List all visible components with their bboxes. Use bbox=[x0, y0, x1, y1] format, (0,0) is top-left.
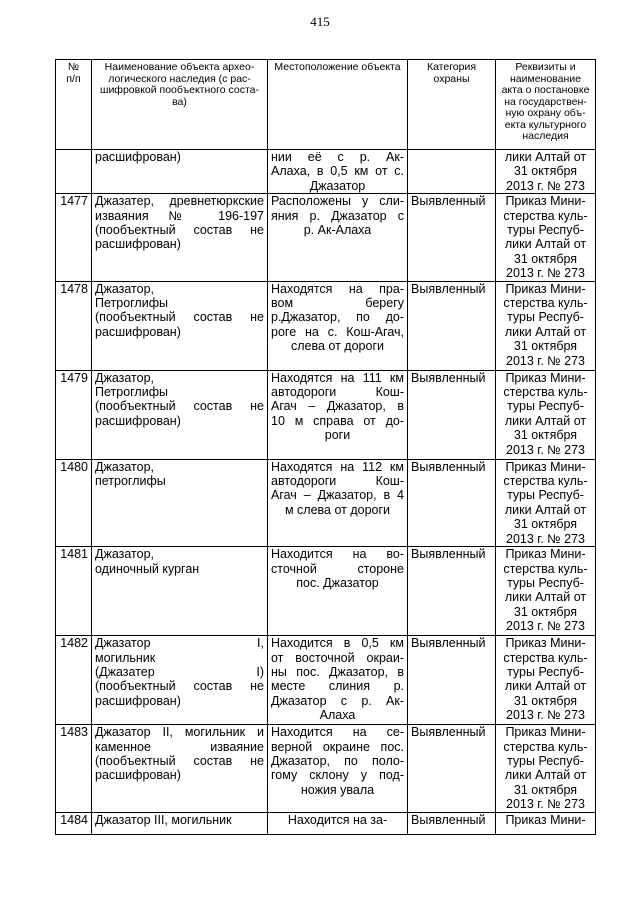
cell-line: Агач – Джазатор, в bbox=[271, 399, 404, 414]
cell-line: лики Алтай от bbox=[504, 150, 587, 164]
header-line: Категория bbox=[426, 61, 477, 73]
header-line: п/п bbox=[66, 72, 81, 85]
cell-line: одиночный курган bbox=[95, 561, 200, 576]
cell-name bbox=[92, 547, 268, 636]
cell-line: 31 октября bbox=[513, 782, 578, 797]
cell-line: стерства куль- bbox=[503, 296, 588, 311]
cell-line: Джазатор, bbox=[95, 370, 155, 385]
header-line: Реквизиты и bbox=[515, 61, 576, 73]
cell-category: Выявленный bbox=[408, 370, 496, 459]
cell-line: каменное изваяние bbox=[95, 739, 264, 754]
cell-name bbox=[92, 150, 268, 194]
cell-line: 2013 г. № 273 bbox=[506, 797, 585, 812]
table-row bbox=[56, 370, 596, 459]
cell-line: пос. Джазатор bbox=[296, 575, 379, 590]
cell-line: туры Респуб- bbox=[507, 753, 584, 768]
table-body bbox=[56, 150, 596, 835]
cell-line: лики Алтай от bbox=[504, 237, 587, 252]
cell-line: расшифрован) bbox=[95, 324, 181, 339]
cell-requisites bbox=[496, 370, 596, 459]
cell-category: Выявленный bbox=[408, 812, 496, 834]
cell-location bbox=[268, 459, 408, 546]
cell-line: (пообъектный состав не bbox=[95, 399, 264, 414]
cell-line: 2013 г. № 273 bbox=[506, 178, 585, 193]
table-row bbox=[56, 636, 596, 725]
cell-line: 31 октября bbox=[513, 604, 578, 619]
cell-line: Джазатор III, могильник bbox=[95, 812, 232, 827]
cell-line: Приказ Мини- bbox=[505, 812, 586, 827]
cell-name bbox=[92, 812, 268, 834]
cell-line: петроглифы bbox=[95, 474, 166, 489]
cell-line: Джазатор, по поло- bbox=[271, 753, 404, 768]
header-name bbox=[92, 60, 268, 150]
cell-line: Приказ Мини- bbox=[505, 281, 586, 296]
cell-line: автодороги Кош- bbox=[271, 474, 404, 489]
cell-line: (пообъектный состав не bbox=[95, 310, 264, 325]
cell-line: 31 октября bbox=[513, 693, 578, 708]
cell-name bbox=[92, 370, 268, 459]
heritage-register-table bbox=[55, 59, 596, 835]
cell-line: лики Алтай от bbox=[504, 324, 587, 339]
cell-line: Джазатор с р. Ак- bbox=[271, 693, 404, 708]
cell-location bbox=[268, 281, 408, 370]
header-location bbox=[268, 60, 408, 150]
cell-line: Приказ Мини- bbox=[505, 459, 586, 474]
cell-line: вом берегу bbox=[271, 296, 404, 311]
table-header-row bbox=[56, 60, 596, 150]
cell-line: стерства куль- bbox=[503, 739, 588, 754]
cell-line: Приказ Мини- bbox=[505, 370, 586, 385]
header-line: логического наследия (с рас- bbox=[108, 72, 251, 85]
cell-requisites bbox=[496, 812, 596, 834]
cell-category: Выявленный bbox=[408, 281, 496, 370]
cell-line: нии её с р. Ак- bbox=[271, 150, 404, 164]
cell-num: 1480 bbox=[56, 459, 92, 546]
header-line: наследия bbox=[522, 130, 569, 142]
cell-line: расшифрован) bbox=[95, 693, 181, 708]
cell-line: 31 октября bbox=[513, 164, 578, 179]
cell-location bbox=[268, 370, 408, 459]
header-line: № bbox=[67, 61, 80, 73]
cell-line: Агач – Джазатор, в 4 bbox=[271, 488, 404, 503]
header-line: на государствен- bbox=[504, 95, 587, 108]
cell-line: Приказ Мини- bbox=[505, 636, 586, 651]
cell-line: расшифрован) bbox=[95, 413, 181, 428]
header-line bbox=[271, 74, 404, 86]
cell-category: Выявленный bbox=[408, 636, 496, 725]
cell-line: Приказ Мини- bbox=[505, 194, 586, 209]
cell-line: от восточной окраи- bbox=[271, 650, 404, 665]
cell-line: 2013 г. № 273 bbox=[506, 266, 585, 281]
table-row bbox=[56, 150, 596, 194]
cell-line: роге на с. Кош-Агач, bbox=[271, 324, 404, 339]
header-requisites bbox=[496, 60, 596, 150]
cell-line: Джазатор, bbox=[95, 547, 155, 562]
cell-location bbox=[268, 194, 408, 281]
table-row bbox=[56, 194, 596, 281]
cell-requisites bbox=[496, 194, 596, 281]
cell-requisites bbox=[496, 547, 596, 636]
header-line: охраны bbox=[433, 72, 470, 85]
table-row bbox=[56, 547, 596, 636]
header-line: ва) bbox=[172, 95, 187, 108]
cell-line: Приказ Мини- bbox=[505, 725, 586, 740]
header-line: Наименование объекта архео- bbox=[104, 61, 255, 73]
cell-line: ножия увала bbox=[300, 782, 375, 797]
cell-line: туры Респуб- bbox=[507, 399, 584, 414]
page-number: 415 bbox=[310, 14, 330, 29]
cell-line: Находятся на 111 км bbox=[271, 370, 404, 385]
header-line: шифровкой пообъектного соста- bbox=[100, 84, 259, 96]
cell-line: (пообъектный состав не bbox=[95, 753, 264, 768]
cell-line: м слева от дороги bbox=[284, 502, 391, 517]
cell-line: Джазатор I, bbox=[95, 636, 264, 651]
cell-line: (пообъектный состав не bbox=[95, 679, 264, 694]
cell-line: стерства куль- bbox=[503, 474, 588, 489]
cell-line: ны пос. Джазатор, в bbox=[271, 664, 404, 679]
cell-num bbox=[56, 150, 92, 194]
cell-line: Петроглифы bbox=[95, 296, 168, 311]
cell-location bbox=[268, 812, 408, 834]
cell-line: Расположены у сли- bbox=[271, 194, 404, 209]
cell-category: Выявленный bbox=[408, 547, 496, 636]
cell-num: 1477 bbox=[56, 194, 92, 281]
cell-name bbox=[92, 725, 268, 812]
cell-name bbox=[92, 636, 268, 725]
cell-line: стерства куль- bbox=[503, 650, 588, 665]
cell-line: 2013 г. № 273 bbox=[506, 442, 585, 457]
cell-line: лики Алтай от bbox=[504, 590, 587, 605]
cell-category: Выявленный bbox=[408, 459, 496, 546]
cell-line: туры Респуб- bbox=[507, 575, 584, 590]
cell-line: автодороги Кош- bbox=[271, 385, 404, 400]
cell-line: Джазатор, bbox=[95, 281, 155, 296]
cell-line: лики Алтай от bbox=[504, 413, 587, 428]
cell-line: Джазатор, bbox=[95, 459, 155, 474]
cell-line: Алаха, в 0,5 км от с. bbox=[271, 164, 404, 179]
cell-location bbox=[268, 547, 408, 636]
cell-category bbox=[408, 150, 496, 194]
cell-name bbox=[92, 459, 268, 546]
cell-num: 1484 bbox=[56, 812, 92, 834]
cell-line: Джазатер, древнетюркские bbox=[95, 194, 264, 209]
cell-requisites bbox=[496, 281, 596, 370]
cell-line: могильник bbox=[95, 650, 156, 665]
cell-line: туры Респуб- bbox=[507, 664, 584, 679]
cell-line: гому склону у под- bbox=[271, 768, 404, 783]
cell-category: Выявленный bbox=[408, 194, 496, 281]
cell-line: Находится в 0,5 км bbox=[271, 636, 404, 651]
cell-name bbox=[92, 194, 268, 281]
cell-location bbox=[268, 150, 408, 194]
table-row bbox=[56, 281, 596, 370]
cell-line: расшифрован) bbox=[95, 768, 181, 783]
cell-line: Джазатор II, могильник и bbox=[95, 725, 264, 740]
header-line: акта о постановке bbox=[501, 84, 590, 96]
cell-line: лики Алтай от bbox=[504, 679, 587, 694]
header-line: екта культурного bbox=[504, 118, 587, 131]
cell-requisites bbox=[496, 725, 596, 812]
cell-line: стерства куль- bbox=[503, 208, 588, 223]
cell-line: расшифрован) bbox=[95, 237, 181, 252]
cell-location bbox=[268, 636, 408, 725]
cell-line: лики Алтай от bbox=[504, 768, 587, 783]
cell-num: 1481 bbox=[56, 547, 92, 636]
cell-line: 2013 г. № 273 bbox=[506, 353, 585, 368]
cell-line: верной окраине пос. bbox=[271, 739, 404, 754]
cell-line: 31 октября bbox=[513, 517, 578, 532]
cell-line: р.Джазатор, по до- bbox=[271, 310, 404, 325]
header-num bbox=[56, 60, 92, 150]
cell-line: туры Респуб- bbox=[507, 488, 584, 503]
cell-line: расшифрован) bbox=[95, 150, 181, 164]
cell-line: изваяния № 196-197 bbox=[95, 208, 264, 223]
cell-line: Находится на се- bbox=[271, 725, 404, 740]
cell-line: 31 октября bbox=[513, 428, 578, 443]
cell-num: 1483 bbox=[56, 725, 92, 812]
cell-line: Джазатор bbox=[309, 178, 366, 193]
cell-num: 1479 bbox=[56, 370, 92, 459]
cell-line: туры Респуб- bbox=[507, 310, 584, 325]
cell-line: р. Ак-Алаха bbox=[303, 223, 372, 238]
cell-line: Приказ Мини- bbox=[505, 547, 586, 562]
cell-line: Находится на за- bbox=[287, 812, 388, 827]
header-category bbox=[408, 60, 496, 150]
cell-line: стерства куль- bbox=[503, 385, 588, 400]
cell-line: 2013 г. № 273 bbox=[506, 531, 585, 546]
cell-line: сточной стороне bbox=[271, 561, 404, 576]
header-line: наименование bbox=[509, 72, 581, 85]
cell-line: Петроглифы bbox=[95, 385, 168, 400]
cell-line: Находятся на пра- bbox=[271, 281, 404, 296]
cell-category: Выявленный bbox=[408, 725, 496, 812]
cell-requisites bbox=[496, 150, 596, 194]
cell-line: (пообъектный состав не bbox=[95, 223, 264, 238]
table-row bbox=[56, 725, 596, 812]
header-line: Местоположение объекта bbox=[274, 61, 401, 73]
cell-line: яния р. Джазатор с bbox=[271, 208, 404, 223]
cell-line: 2013 г. № 273 bbox=[506, 708, 585, 723]
cell-requisites bbox=[496, 636, 596, 725]
cell-name bbox=[92, 281, 268, 370]
cell-line: 2013 г. № 273 bbox=[506, 619, 585, 634]
cell-location bbox=[268, 725, 408, 812]
cell-line: 10 м справа от до- bbox=[271, 413, 404, 428]
cell-line: лики Алтай от bbox=[504, 502, 587, 517]
cell-line: 31 октября bbox=[513, 339, 578, 354]
cell-line: слева от дороги bbox=[291, 339, 384, 354]
cell-num: 1478 bbox=[56, 281, 92, 370]
header-line: ную охрану объ- bbox=[505, 107, 586, 119]
cell-line: Алаха bbox=[319, 708, 356, 723]
cell-requisites bbox=[496, 459, 596, 546]
cell-line: Находятся на 112 км bbox=[271, 459, 404, 474]
cell-line: туры Респуб- bbox=[507, 223, 584, 238]
cell-num: 1482 bbox=[56, 636, 92, 725]
cell-line: Находится на во- bbox=[271, 547, 404, 562]
table-row bbox=[56, 812, 596, 834]
cell-line: месте слиния р. bbox=[271, 679, 404, 694]
cell-line: (Джазатер I) bbox=[95, 664, 264, 679]
table-row bbox=[56, 459, 596, 546]
cell-line: 31 октября bbox=[513, 251, 578, 266]
cell-line: стерства куль- bbox=[503, 561, 588, 576]
cell-line: роги bbox=[324, 428, 351, 443]
